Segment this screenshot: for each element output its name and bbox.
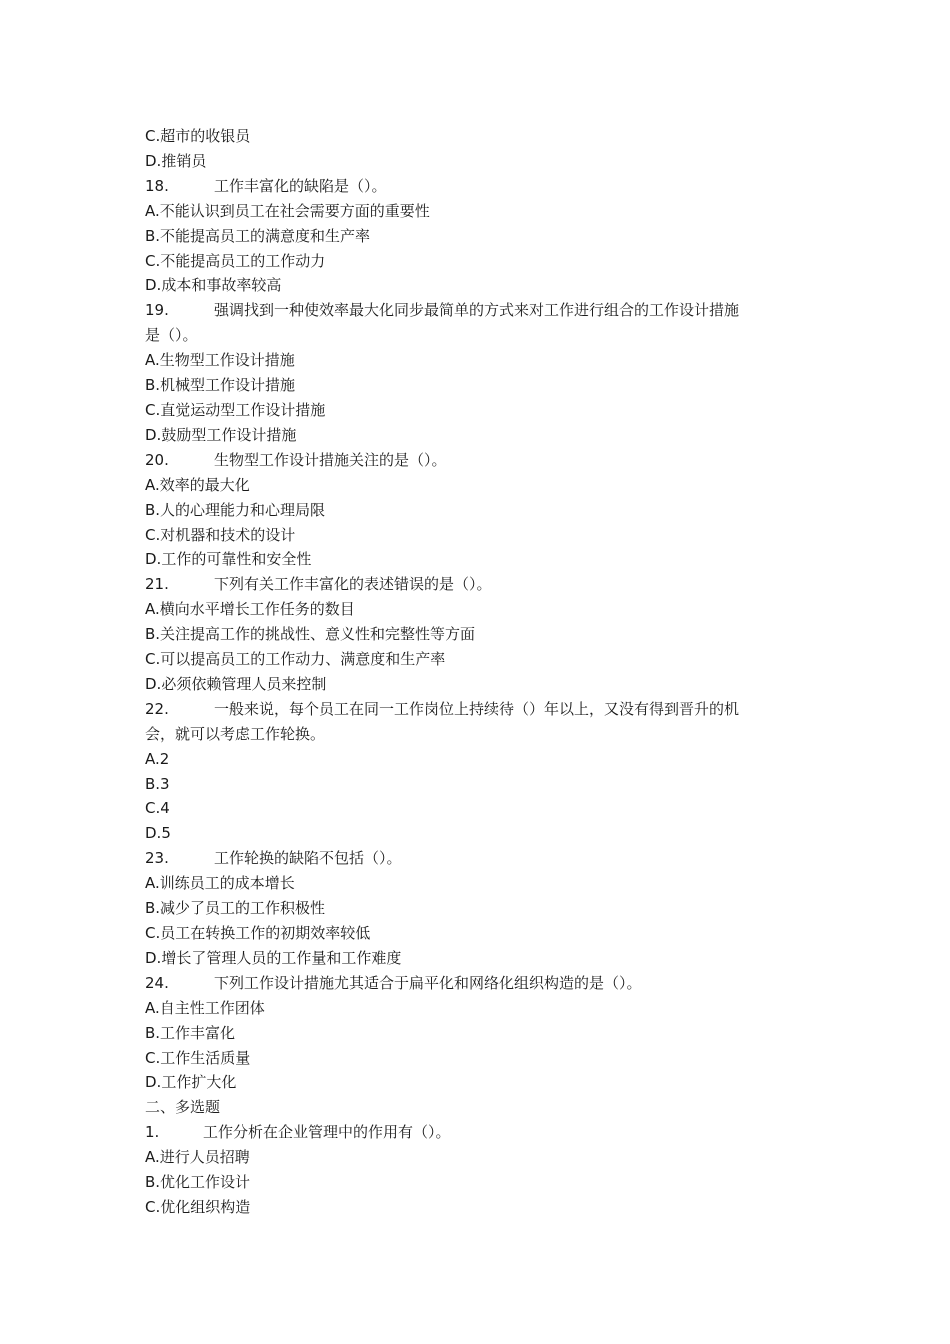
option-a: A.不能认识到员工在社会需要方面的重要性 xyxy=(145,201,430,220)
question-number: 1. xyxy=(145,1123,160,1142)
option-a: A.横向水平增长工作任务的数目 xyxy=(145,600,355,619)
option-c: C.直觉运动型工作设计措施 xyxy=(145,400,326,419)
option-b: B.机械型工作设计措施 xyxy=(145,376,296,395)
option-d: D.增长了管理人员的工作量和工作难度 xyxy=(145,948,402,967)
option-c: C.4 xyxy=(145,799,170,818)
document-page xyxy=(145,124,810,1220)
option-a: A.2 xyxy=(145,749,170,768)
question-20 xyxy=(145,448,810,473)
question-number: 19. xyxy=(145,301,169,320)
option-b: B.3 xyxy=(145,774,170,793)
option-d: D.推销员 xyxy=(145,151,207,170)
question-21 xyxy=(145,572,810,597)
option-a: A.自主性工作团体 xyxy=(145,998,265,1017)
question-19 xyxy=(145,298,810,323)
question-number: 20. xyxy=(145,450,169,469)
section-title: 二、多选题 xyxy=(145,1098,221,1117)
question-1 xyxy=(145,1120,810,1145)
option-d: D.必须依赖管理人员来控制 xyxy=(145,674,327,693)
option-b: B.人的心理能力和心理局限 xyxy=(145,500,326,519)
option-b: B.工作丰富化 xyxy=(145,1023,236,1042)
option-c: C.员工在转换工作的初期效率较低 xyxy=(145,924,371,942)
option-d: D.工作的可靠性和安全性 xyxy=(145,550,312,569)
question-stem: 工作分析在企业管理中的作用有（）。 xyxy=(203,1123,451,1142)
option-a: A.训练员工的成本增长 xyxy=(145,874,295,893)
option-c: C.工作生活质量 xyxy=(145,1048,251,1067)
question-number: 22. xyxy=(145,699,169,718)
question-stem: 生物型工作设计措施关注的是（）。 xyxy=(214,450,447,469)
question-18 xyxy=(145,174,810,199)
option-b: B.优化工作设计 xyxy=(145,1173,251,1192)
option-d: D.5 xyxy=(145,824,171,843)
option-d: D.成本和事故率较高 xyxy=(145,276,282,295)
question-stem: 工作轮换的缺陷不包括（）。 xyxy=(214,849,402,868)
question-stem: 工作丰富化的缺陷是（）。 xyxy=(214,176,387,195)
option-c: C.超市的收银员 xyxy=(145,127,251,145)
question-23 xyxy=(145,846,810,871)
option-c: C.不能提高员工的工作动力 xyxy=(145,251,326,270)
option-d: D.工作扩大化 xyxy=(145,1073,237,1092)
question-number: 21. xyxy=(145,575,169,594)
option-c: C.可以提高员工的工作动力、满意度和生产率 xyxy=(145,650,446,669)
option-a: A.效率的最大化 xyxy=(145,475,250,494)
option-b: B.减少了员工的工作积极性 xyxy=(145,899,326,918)
question-stem-continued: 是（）。 xyxy=(145,326,198,345)
option-a: A.进行人员招聘 xyxy=(145,1148,250,1167)
question-stem: 强调找到一种使效率最大化同步最简单的方式来对工作进行组合的工作设计措施 xyxy=(214,301,740,320)
question-stem: 下列有关工作丰富化的表述错误的是（）。 xyxy=(214,575,492,594)
question-number: 18. xyxy=(145,176,169,195)
option-b: B.不能提高员工的满意度和生产率 xyxy=(145,226,371,245)
question-stem: 一般来说，每个员工在同一工作岗位上持续待（）年以上，又没有得到晋升的机 xyxy=(214,699,740,718)
question-number: 24. xyxy=(145,973,169,992)
question-stem-continued: 会，就可以考虑工作轮换。 xyxy=(145,724,326,743)
option-c: C.对机器和技术的设计 xyxy=(145,525,296,544)
option-b: B.关注提高工作的挑战性、意义性和完整性等方面 xyxy=(145,625,476,644)
option-d: D.鼓励型工作设计措施 xyxy=(145,425,297,444)
question-stem: 下列工作设计措施尤其适合于扁平化和网络化组织构造的是（）。 xyxy=(214,973,642,992)
question-24 xyxy=(145,971,810,996)
option-c: C.优化组织构造 xyxy=(145,1197,251,1216)
question-22 xyxy=(145,697,810,722)
question-number: 23. xyxy=(145,849,169,868)
option-a: A.生物型工作设计措施 xyxy=(145,351,295,370)
